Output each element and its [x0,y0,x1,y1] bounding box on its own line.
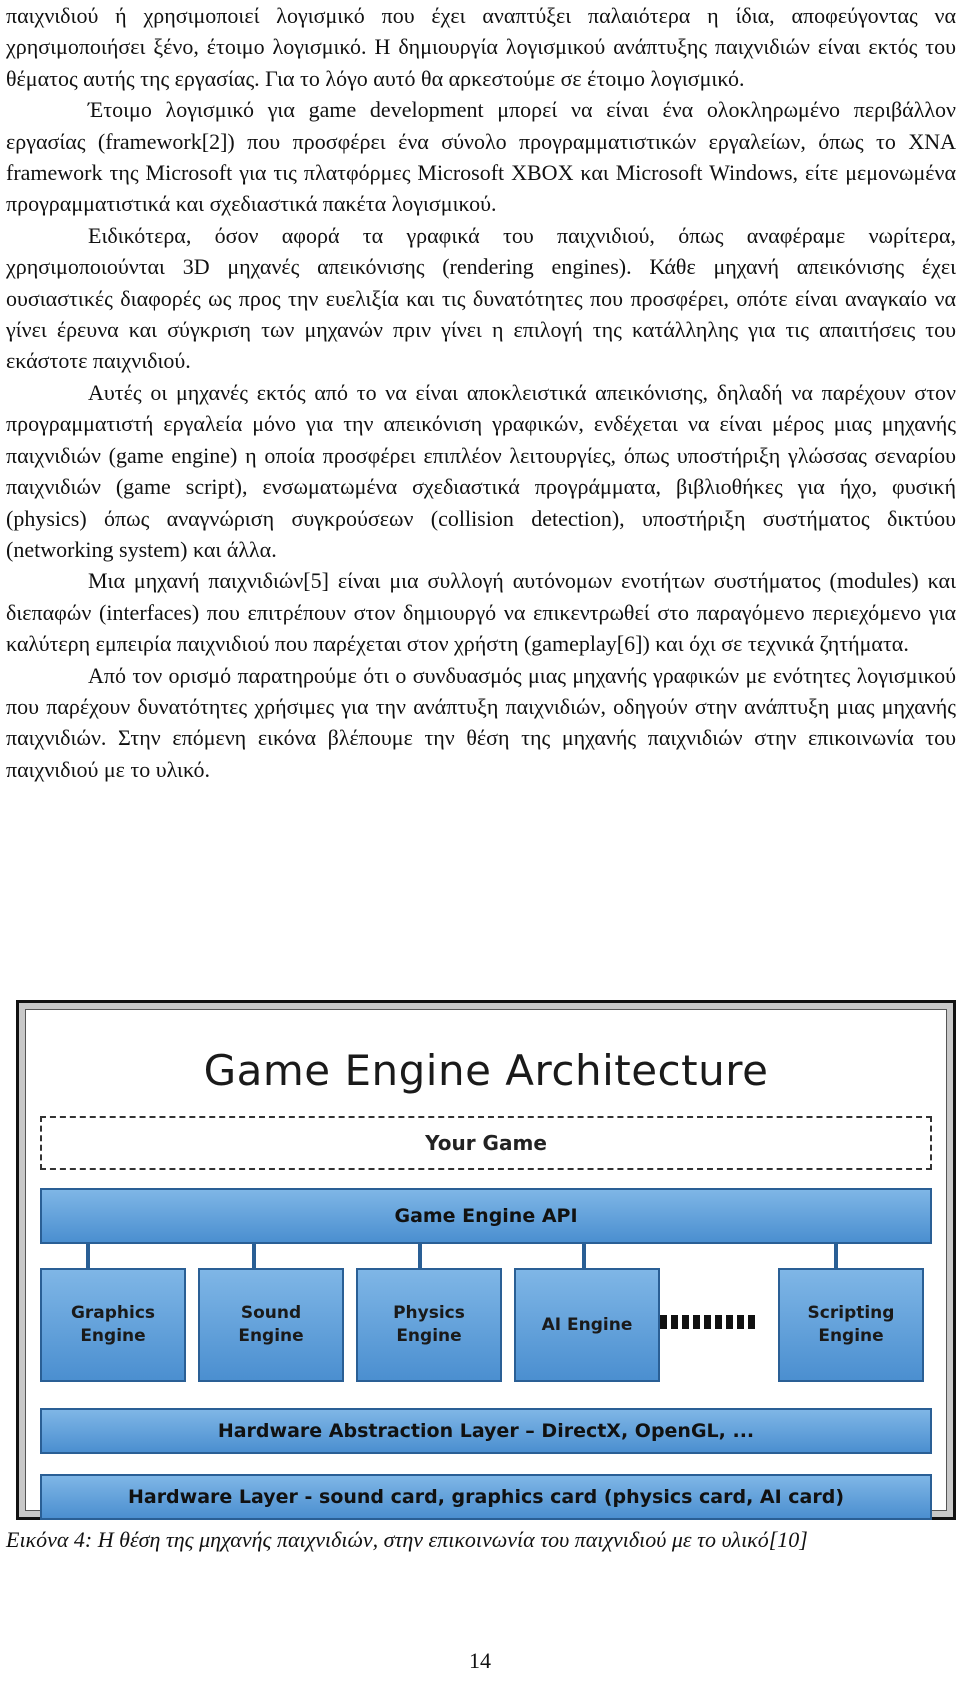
paragraph-1: παιχνιδιού ή χρησιμοποιεί λογισμικό που έχει αναπτύξει παλαιότερα η ίδια, αποφεύγοντας να χρησιμοποιήσει ξένο, έτοιμο λογισμικό. Η δημιουργία λογισμικού ανάπτυξης παιχνιδιών είναι εκτός του θέματος αυτής της εργασίας. Για το λόγο αυτό θα αρκεστούμε σε έτοιμο λογισμικό. [6,3,956,91]
graphics-engine-box: Graphics Engine [40,1268,186,1382]
connector-physics [418,1244,422,1268]
ai-engine-box: AI Engine [514,1268,660,1382]
more-modules-dots [660,1315,758,1329]
figure-caption: Εικόνα 4: Η θέση της μηχανής παιχνιδιών, στην επικοινωνία του παιχνιδιού με το υλικό[10] [6,1527,808,1552]
architecture-figure [16,1000,956,1520]
paragraph-4: Αυτές οι μηχανές εκτός από το να είναι αποκλειστικά απεικόνισης, δηλαδή να παρέχουν στον προγραμματιστή εργαλεία μόνο για την απεικόνιση γραφικών, ενδέχεται να είναι μέρος μιας μηχανής παιχνιδιών (game engine) η οποία προσφέρει επιπλέον λειτουργίες, όπως υποστήριξη γλώσσας σεναρίου παιχνιδιών (game script), ενσωματωμένα σχεδιαστικά προγράμματα, βιβλιοθήκες για ήχο, φυσική (physics) όπως αναγνώριση συγκρούσεων (collision detection), υποστήριξη συστήματος δικτύου (networking system) και άλλα. [6,379,956,562]
sound-engine-box: Sound Engine [198,1268,344,1382]
paragraph-5: Μια μηχανή παιχνιδιών[5] είναι μια συλλογή αυτόνομων ενοτήτων συστήματος (modules) και διεπαφών (interfaces) που επιτρέπουν στον δημιουργό να επικεντρωθεί στο παραγόμενο περιεχόμενο για καλύτερη εμπειρία παιχνιδιού που παρέχεται στον χρήστη (gameplay[6]) και όχι σε τεχνικά ζητήματα. [6,568,956,657]
your-game-box: Your Game [40,1116,932,1170]
page-number: 14 [469,1648,491,1673]
paragraph-2: Έτοιμο λογισμικό για game development μπορεί να είναι ένα ολοκληρωμένο περιβάλλον εργασίας (framework[2]) που προσφέρει ένα σύνολο προγραμματιστικών εργαλείων, όπως το XNA framework της Microsoft για τις πλατφόρμες Microsoft XBOX και Microsoft Windows, είτε μεμονωμένα προγραμματιστικά και σχεδιαστικά πακέτα λογισμικού. [6,97,956,217]
connector-sound [252,1244,256,1268]
connector-scripting [834,1244,838,1268]
body-text [6,0,956,785]
connector-ai [582,1244,586,1268]
paragraph-3: Ειδικότερα, όσον αφορά τα γραφικά του παιχνιδιού, όπως αναφέραμε νωρίτερα, χρησιμοποιούνται 3D μηχανές απεικόνισης (rendering engines). Κάθε μηχανή απεικόνισης έχει ουσιαστικές διαφορές ως προς την ευελιξία και τις δυνατότητες που προσφέρει, οπότε είναι αναγκαίο να γίνει έρευνα και σύγκριση των μηχανών πριν γίνει η επιλογή της κατάλληλης για τις απαιτήσεις του εκάστοτε παιχνιδιού. [6,222,956,374]
scripting-engine-box: Scripting Engine [778,1268,924,1382]
figure-title: Game Engine Architecture [203,1046,769,1095]
figure-canvas [25,1009,947,1511]
physics-engine-box: Physics Engine [356,1268,502,1382]
game-engine-api-bar: Game Engine API [40,1188,932,1244]
paragraph-6: Από τον ορισμό παρατηρούμε ότι ο συνδυασμός μιας μηχανής γραφικών με ενότητες λογισμικού που παρέχουν δυνατότητες χρήσιμες για την ανάπτυξη παιχνιδιών, οδηγούν στην ανάπτυξη μιας μηχανής παιχνιδιών. Στην επόμενη εικόνα βλέπουμε την θέση της μηχανής παιχνιδιών στην επικοινωνία του παιχνιδιού με το υλικό. [6,662,956,782]
connector-graphics [86,1244,90,1268]
hardware-layer-bar: Hardware Layer - sound card, graphics card (physics card, AI card) [40,1474,932,1520]
hardware-abstraction-layer-bar: Hardware Abstraction Layer – DirectX, OpenGL, ... [40,1408,932,1454]
